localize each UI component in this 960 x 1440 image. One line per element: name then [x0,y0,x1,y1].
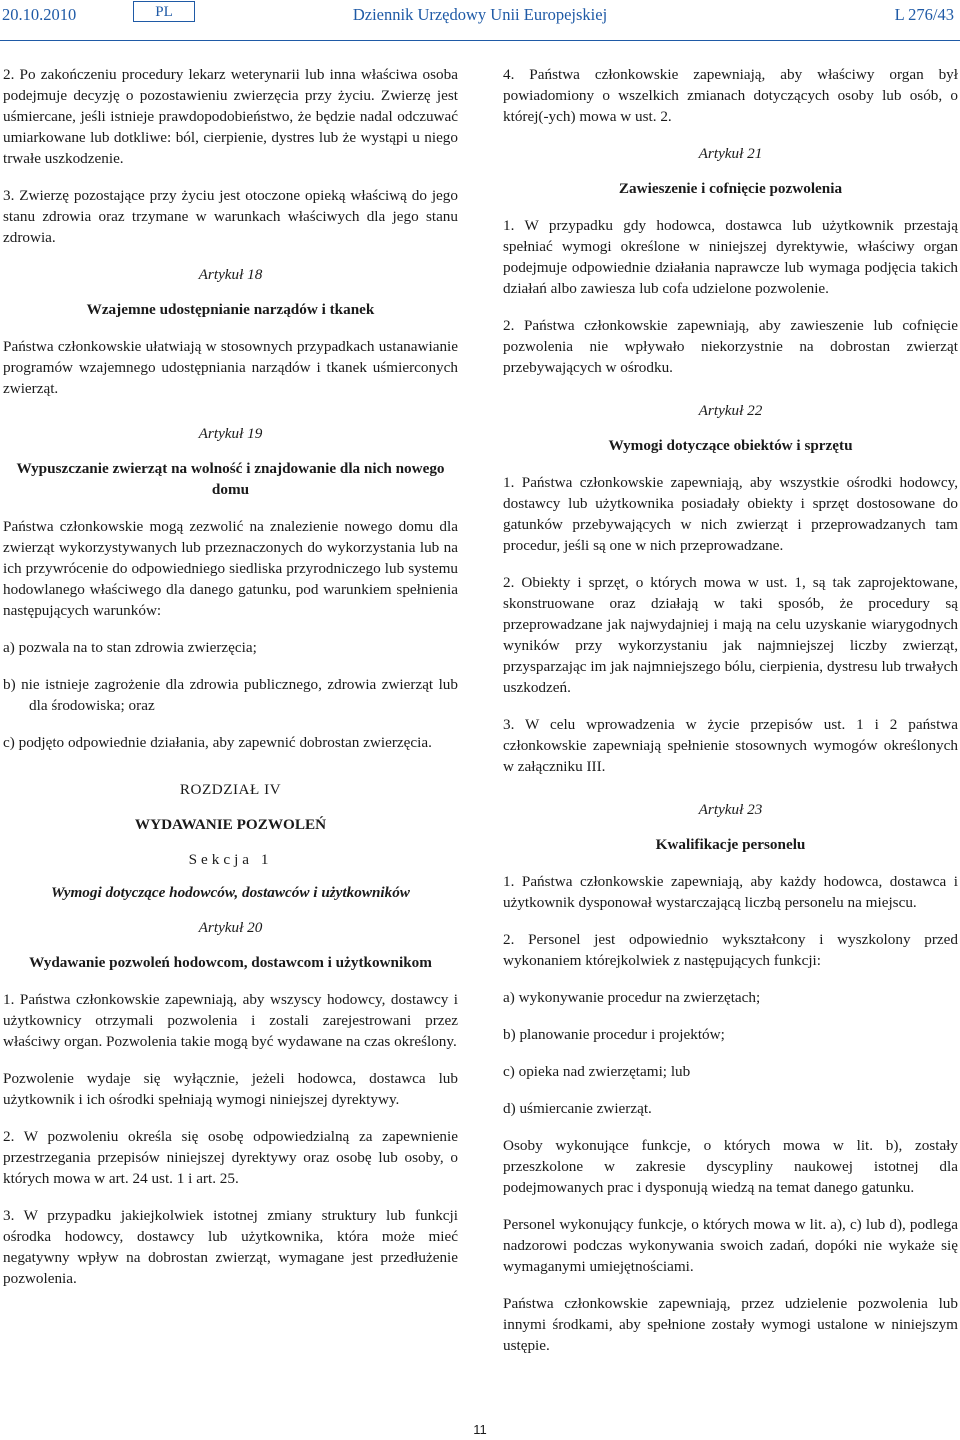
right-column [503,64,958,1372]
header-divider [0,40,960,41]
article-title: Wzajemne udostępnianie narządów i tkanek [86,301,375,318]
page-reference: L 276/43 [894,5,954,24]
paragraph: Państwa członkowskie mogą zezwolić na znalezienie nowego domu dla zwierząt wykorzystywanych lub przeznaczonych do wykorzystania lub na ich przywrócenie do odpowiedniego siedliska przyrodniczego lub systemu hodowlanego właściwego dla danego gatunku, pod warunkiem spełnienia następujących warunków: [3,518,458,619]
paragraph: 1. Państwa członkowskie zapewniają, aby wszystkie ośrodki hodowcy, dostawcy lub użytkownika posiadały obiekty i sprzęt dostosowane do gatunków przebywających w nich zwierząt i przeprowadzanych tam procedur, jeśli są one w nich przeprowadzane. [503,474,958,554]
publication-date: 20.10.2010 [2,5,77,24]
article-title: Wymogi dotyczące obiektów i sprzętu [608,437,853,454]
paragraph: 3. W celu wprowadzenia w życie przepisów ust. 1 i 2 państwa członkowskie zapewniają spełnienie stosownych wymogów określonych w załączniku III. [503,716,958,775]
article-title: Wypuszczanie zwierząt na wolność i znajdowanie dla nich nowego domu [16,460,445,498]
paragraph: 2. Po zakończeniu procedury lekarz weterynarii lub inna właściwa osoba podejmuje decyzję o pozostawieniu zwierzęcia przy życiu. Zwierzę jest uśmiercane, jeśli istnieje prawdopodobieństwo, że będzie nadal odczuwać umiarkowane lub dotkliwe: ból, cierpienie, dystres lub że wystąpi u niego trwałe uszkodzenie. [3,66,458,167]
paragraph: Państwa członkowskie ułatwiają w stosownych przypadkach ustanawianie programów wzajemnego udostępniania narządów i tkanek uśmierconych zwierząt. [3,338,458,397]
paragraph: 3. W przypadku jakiejkolwiek istotnej zmiany struktury lub funkcji ośrodka hodowcy, dostawcy lub użytkownika, która może mieć negatywny wpływ na dobrostan zwierząt, wymagane jest przedłużenie pozwolenia. [3,1207,458,1287]
paragraph: 1. Państwa członkowskie zapewniają, aby każdy hodowca, dostawca i użytkownik dysponował wystarczającą liczbą personelu na miejscu. [503,873,958,911]
list-item: b) nie istnieje zagrożenie dla zdrowia publicznego, zdrowia zwierząt lub dla środowiska; oraz [3,676,458,714]
paragraph: Państwa członkowskie zapewniają, przez udzielenie pozwolenia lub innymi środkami, aby spełnione zostały wymogi ustalone w niniejszym ustępie. [503,1295,958,1354]
list-item: c) podjęto odpowiednie działania, aby zapewnić dobrostan zwierzęcia. [3,734,432,751]
chapter-title: WYDAWANIE POZWOLEŃ [134,816,327,833]
paragraph: Pozwolenie wydaje się wyłącznie, jeżeli hodowca, dostawca lub użytkownik i ich ośrodki spełniają wymogi niniejszej dyrektywy. [3,1070,458,1108]
paragraph: 2. W pozwoleniu określa się osobę odpowiedzialną za zapewnienie przestrzegania przepisów niniejszej dyrektywy oraz osobę lub osoby, o których mowa w art. 24 ust. 1 i art. 25. [3,1128,458,1187]
language-badge: PL [133,1,195,22]
paragraph: 2. Państwa członkowskie zapewniają, aby zawieszenie lub cofnięcie pozwolenia nie wpływało niekorzystnie na dobrostan zwierząt przebywających w ośrodku. [503,317,958,376]
section-label: Sekcja 1 [188,851,273,868]
list-item: a) pozwala na to stan zdrowia zwierzęcia; [3,639,257,656]
paragraph: 4. Państwa członkowskie zapewniają, aby właściwy organ był powiadomiony o wszelkich zmianach dotyczących osoby lub osób, o której(-ych) mowa w ust. 2. [503,66,958,125]
article-label: Artykuł 23 [698,801,763,818]
article-label: Artykuł 19 [198,425,263,442]
article-title: Zawieszenie i cofnięcie pozwolenia [618,180,843,197]
article-label: Artykuł 18 [198,266,263,283]
section-title: Wymogi dotyczące hodowców, dostawców i użytkowników [51,884,410,901]
list-item: b) planowanie procedur i projektów; [503,1026,725,1043]
paragraph: 3. Zwierzę pozostające przy życiu jest otoczone opieką właściwą do jego stanu zdrowia oraz trzymane w warunkach właściwych dla jego stanu zdrowia. [3,187,458,246]
chapter-label: ROZDZIAŁ IV [179,781,282,798]
article-label: Artykuł 20 [198,919,263,936]
paragraph: 1. W przypadku gdy hodowca, dostawca lub użytkownik przestają spełniać wymogi określone w niniejszej dyrektywie, właściwy organ podejmuje odpowiednie działania naprawcze lub wymaga podjęcia takich działań albo zawiesza lub cofa udzielone pozwolenie. [503,217,958,297]
paragraph: 2. Obiekty i sprzęt, o których mowa w ust. 1, są tak zaprojektowane, skonstruowane oraz działają w taki sposób, że procedury są przeprowadzane jak najwydajniej i mają na celu uzyskanie wiarygodnych wyników przy wykorzystaniu jak najmniejszej liczby zwierząt, przysparzając im jak najmniejszego bólu, cierpienia, dystresu lub trwałych uszkodzeń. [503,574,958,696]
page-number: 11 [473,1422,487,1437]
list-item: a) wykonywanie procedur na zwierzętach; [503,989,761,1006]
article-label: Artykuł 22 [698,402,763,419]
article-label: Artykuł 21 [698,145,763,162]
journal-title: Dziennik Urzędowy Unii Europejskiej [352,5,608,24]
paragraph: Osoby wykonujące funkcje, o których mowa w lit. b), zostały przeszkolone w zakresie dyscypliny naukowej istotnej dla podejmowanych prac i dysponują wiedzą na temat danego gatunku. [503,1137,958,1196]
list-item: d) uśmiercanie zwierząt. [503,1100,652,1117]
article-title: Wydawanie pozwoleń hodowcom, dostawcom i użytkownikom [29,954,432,971]
left-column [3,64,458,1305]
article-title: Kwalifikacje personelu [655,836,806,853]
page-header [0,0,960,46]
paragraph: 2. Personel jest odpowiednio wykształcony i wyszkolony przed wykonaniem którejkolwiek z następujących funkcji: [503,931,958,969]
paragraph: Personel wykonujący funkcje, o których mowa w lit. a), c) lub d), podlega nadzorowi podczas wykonywania swoich zadań, dopóki nie wykaże się wymaganymi umiejętnościami. [503,1216,958,1275]
list-item: c) opieka nad zwierzętami; lub [503,1063,691,1080]
paragraph: 1. Państwa członkowskie zapewniają, aby wszyscy hodowcy, dostawcy i użytkownicy otrzymali pozwolenia i zostali zarejestrowani przez właściwy organ. Pozwolenia takie mogą być wydawane na czas określony. [3,991,458,1050]
